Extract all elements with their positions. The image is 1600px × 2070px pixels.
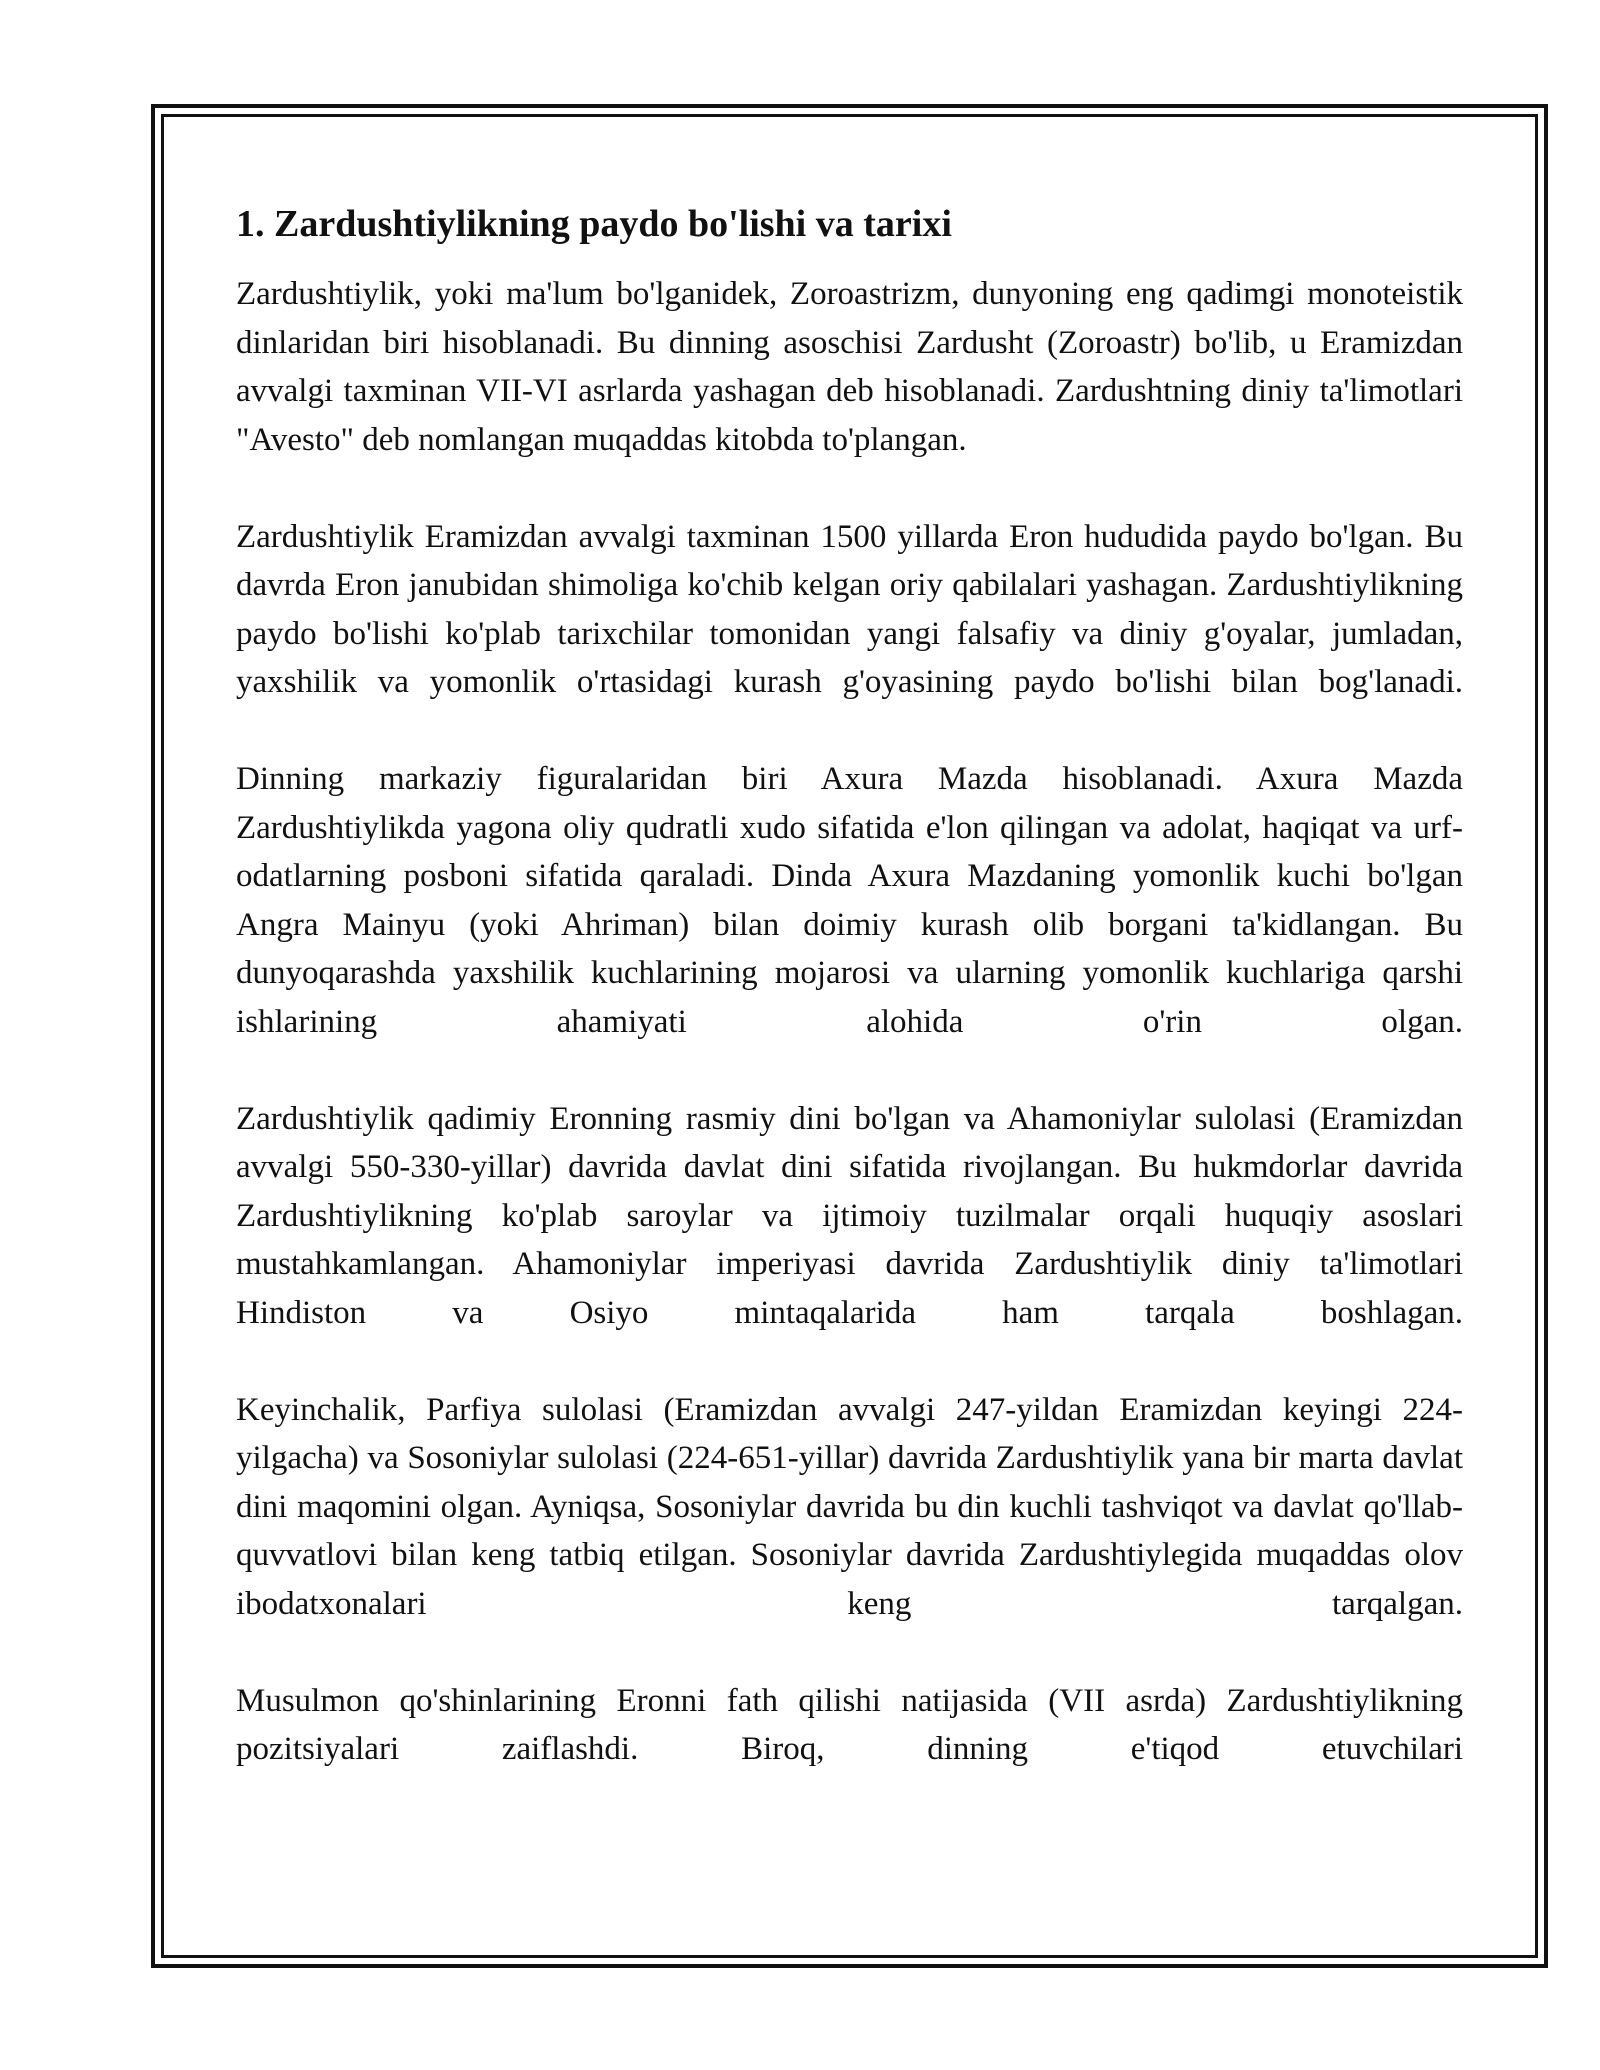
paragraph-achaemenids: Zardushtiylik qadimiy Eronning rasmiy dini bo'lgan va Ahamoniylar sulolasi (Eramizdan avvalgi 550-330-yillar) davrida davlat dini sifatida rivojlangan. Bu hukmdorlar davrida Zardushtiylikning ko'plab saroylar va ijtimoiy tuzilmalar orqali huquqiy asoslari mustahkamlangan. Ahamoniylar imperiyasi davrida Zardushtiylik diniy ta'limotlari Hindiston va Osiyo mintaqalarida ham tarqala boshlagan. (236, 1100, 1463, 1331)
paragraph-ahura-mazda: Dinning markaziy figuralaridan biri Axura Mazda hisoblanadi. Axura Mazda Zardushtiylikda yagona oliy qudratli xudo sifatida e'lon qilingan va adolat, haqiqat va urf-odatlarning posboni sifatida qaraladi. Dinda Axura Mazdaning yomonlik kuchi bo'lgan Angra Mainyu (yoki Ahriman) bilan doimiy kurash olib borgani ta'kidlangan. Bu dunyoqarashda yaxshilik kuchlarining mojarosi va ularning yomonlik kuchlariga qarshi ishlarining ahamiyati alohida o'rin olgan. (236, 761, 1463, 1040)
paragraph-intro: Zardushtiylik, yoki ma'lum bo'lganidek, Zoroastrizm, dunyoning eng qadimgi monoteistik dinlaridan biri hisoblanadi. Bu dinning asoschisi Zardusht (Zoroastr) bo'lib, u Eramizdan avvalgi taxminan VII-VI asrlarda yashagan deb hisoblanadi. Zardushtning diniy ta'limotlari "Avesto" deb nomlangan muqaddas kitobda to'plangan. (236, 276, 1463, 458)
page-border-inner (161, 114, 1538, 1958)
paragraph-origins: Zardushtiylik Eramizdan avvalgi taxminan 1500 yillarda Eron hududida paydo bo'lgan. Bu davrda Eron janubidan shimoliga ko'chib kelgan oriy qabilalari yashagan. Zardushtiylikning paydo bo'lishi ko'plab tarixchilar tomonidan yangi falsafiy va diniy g'oyalar, jumladan, yaxshilik va yomonlik o'rtasidagi kurash g'oyasining paydo bo'lishi bilan bog'lanadi. (236, 518, 1463, 700)
page-border-outer (151, 104, 1548, 1968)
paragraph-muslim-conquest: Musulmon qo'shinlarining Eronni fath qilishi natijasida (VII asrda) Zardushtiylikning pozitsiyalari zaiflashdi. Biroq, dinning e'tiqod etuvchilari (236, 1682, 1463, 1767)
section-heading: 1. Zardushtiylikning paydo bo'lishi va tarixi (236, 203, 952, 245)
document-body (236, 200, 1463, 1822)
paragraph-parthians-sasanians: Keyinchalik, Parfiya sulolasi (Eramizdan avvalgi 247-yildan Eramizdan keyingi 224-yilgacha) va Sosoniylar sulolasi (224-651-yillar) davrida Zardushtiylik yana bir marta davlat dini maqomini olgan. Ayniqsa, Sosoniylar davrida bu din kuchli tashviqot va davlat qo'llab-quvvatlovi bilan keng tatbiq etilgan. Sosoniylar davrida Zardushtiylegida muqaddas olov ibodatxonalari keng tarqalgan. (236, 1391, 1463, 1622)
